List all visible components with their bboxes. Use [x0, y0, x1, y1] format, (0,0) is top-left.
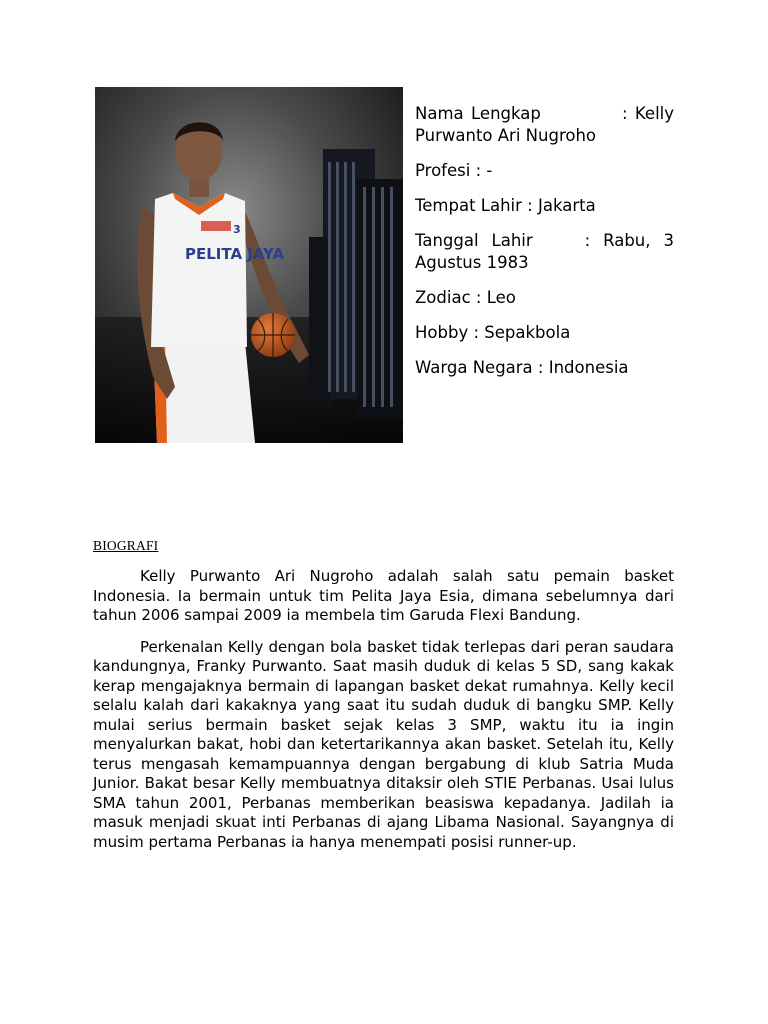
jersey-number: 3 [233, 223, 241, 236]
field-tempat-lahir: Tempat Lahir : Jakarta [415, 196, 596, 215]
field-value: Kelly Purwanto Ari Nugroho [415, 104, 675, 145]
profile-info [415, 103, 674, 392]
field-label: Hobby [415, 323, 469, 342]
field-label: Zodiac [415, 288, 471, 307]
biography-paragraph: Kelly Purwanto Ari Nugroho adalah salah satu pemain basket Indonesia. Ia bermain untuk tim Pelita Jaya Esia, dimana sebelumnya dari tahun 2006 sampai 2009 ia membela tim Garuda Flexi Bandung. [93, 567, 674, 624]
field-value: Jakarta [538, 196, 596, 215]
basketball [251, 313, 295, 357]
field-label: Nama Lengkap [415, 104, 541, 123]
field-label: Tempat Lahir [415, 196, 522, 215]
field-value: Sepakbola [484, 323, 571, 342]
field-warga-negara: Warga Negara : Indonesia [415, 358, 629, 377]
field-label: Warga Negara [415, 358, 533, 377]
biography-heading: BIOGRAFI [93, 538, 159, 553]
field-value: Rabu, 3 Agustus 1983 [415, 231, 674, 272]
field-profesi: Profesi : - [415, 161, 493, 180]
city-buildings [309, 149, 403, 419]
field-label: Profesi [415, 161, 471, 180]
player-photo [95, 87, 403, 443]
biography-paragraph: Perkenalan Kelly dengan bola basket tidak terlepas dari peran saudara kandungnya, Franky Purwanto. Saat masih duduk di kelas 5 SD, sang kakak kerap mengajaknya bermain di lapangan basket dekat rumahnya. Kelly kecil selalu kalah dari kakaknya yang saat itu sudah duduk di bangku SMP. Kelly mulai serius bermain basket sejak kelas 3 SMP, waktu itu ia ingin menyalurkan bakat, hobi dan ketertarikannya akan basket. Setelah itu, Kelly terus mengasah kemampuannya dengan bergabung di klub Satria Muda Junior. Bakat besar Kelly membuatnya ditaksir oleh STIE Perbanas. Usai lulus SMA tahun 2001, Perbanas memberikan beasiswa kepadanya. Jadilah ia masuk menjadi skuat inti Perbanas di ajang Libama Nasional. Sayangnya di musim pertama Perbanas ia hanya menempati posisi runner-up. [93, 637, 674, 851]
field-value: Leo [486, 288, 516, 307]
field-zodiac: Zodiac : Leo [415, 288, 516, 307]
field-hobby: Hobby : Sepakbola [415, 323, 571, 342]
field-tanggal-lahir: Tanggal Lahir : Rabu, 3 Agustus 1983 [415, 231, 674, 272]
field-value: Indonesia [548, 358, 629, 377]
field-value: - [486, 161, 493, 180]
jersey-text: PELITA JAYA [185, 245, 285, 263]
biography-body [93, 567, 674, 864]
field-nama-lengkap: Nama Lengkap : Kelly Purwanto Ari Nugroho [415, 104, 675, 145]
field-label: Tanggal Lahir [415, 231, 533, 250]
